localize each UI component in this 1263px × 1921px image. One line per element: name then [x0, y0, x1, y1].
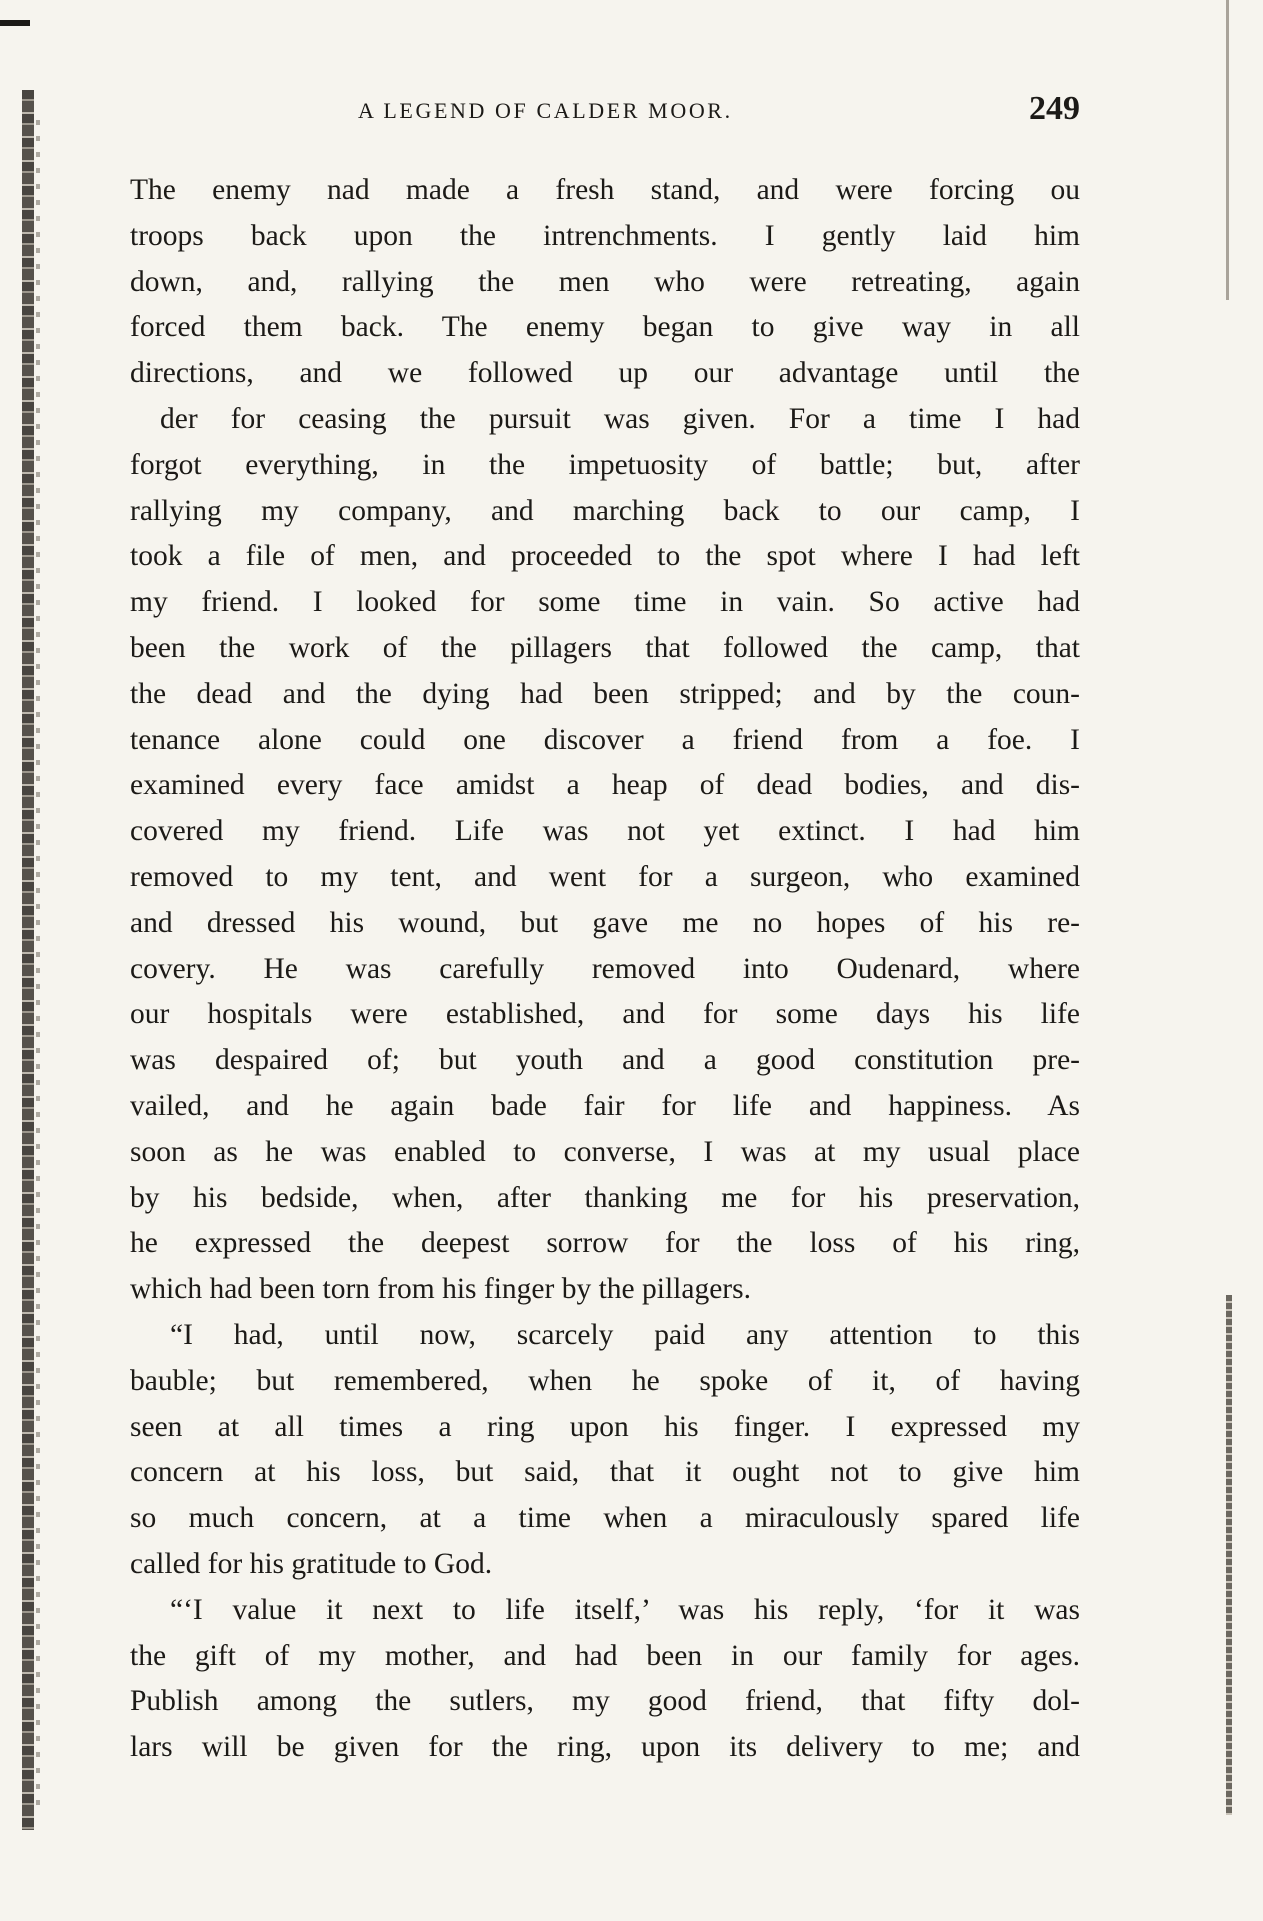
text-line: concern at his loss, but said, that it ought not to give him	[130, 1456, 1080, 1489]
text-line: vailed, and he again bade fair for life and happiness. As	[130, 1089, 1080, 1122]
text-line: removed to my tent, and went for a surgeon, who examined	[130, 860, 1080, 893]
text-line: he expressed the deepest sorrow for the loss of his ring,	[130, 1227, 1080, 1260]
text-line: examined every face amidst a heap of dead bodies, and dis-	[130, 769, 1080, 802]
text-line: seen at all times a ring upon his finger. I expressed my	[130, 1410, 1080, 1443]
text-line: lars will be given for the ring, upon its delivery to me; and	[130, 1731, 1080, 1764]
text-line: Publish among the sutlers, my good friend, that fifty dol-	[130, 1685, 1080, 1718]
text-line: my friend. I looked for some time in vain. So active had	[130, 586, 1080, 619]
binding-edge-left	[22, 90, 34, 1830]
text-line: “‘I value it next to life itself,’ was his reply, ‘for it was	[170, 1593, 1080, 1626]
text-line: tenance alone could one discover a friend from a foe. I	[130, 723, 1080, 756]
text-line: forgot everything, in the impetuosity of battle; but, after	[130, 448, 1080, 481]
text-line: covery. He was carefully removed into Oudenard, where	[130, 952, 1080, 985]
text-line: covered my friend. Life was not yet extinct. I had him	[130, 815, 1080, 848]
text-line: rallying my company, and marching back to our camp, I	[130, 494, 1080, 527]
text-line: called for his gratitude to God.	[130, 1547, 493, 1580]
text-line: the dead and the dying had been stripped; and by the coun-	[130, 677, 1080, 710]
page-edge-right-top	[1226, 0, 1229, 300]
text-line: der for ceasing the pursuit was given. For a time I had	[160, 402, 1080, 435]
text-line: down, and, rallying the men who were retreating, again	[130, 265, 1080, 298]
text-line: was despaired of; but youth and a good constitution pre-	[130, 1044, 1080, 1077]
binding-edge-left-faint	[36, 120, 40, 1810]
page-edge-right-bottom	[1226, 1295, 1232, 1815]
text-line: bauble; but remembered, when he spoke of it, of having	[130, 1364, 1080, 1397]
text-line: and dressed his wound, but gave me no hopes of his re-	[130, 906, 1080, 939]
text-line: forced them back. The enemy began to give way in all	[130, 311, 1080, 344]
text-line: soon as he was enabled to converse, I was at my usual place	[130, 1135, 1080, 1168]
text-line: which had been torn from his finger by the pillagers.	[130, 1273, 751, 1306]
text-line: directions, and we followed up our advantage until the	[130, 357, 1080, 390]
text-line: been the work of the pillagers that followed the camp, that	[130, 631, 1080, 664]
page-number: 249	[1029, 90, 1080, 127]
scan-corner-mark	[0, 20, 30, 26]
text-line: so much concern, at a time when a miraculously spared life	[130, 1502, 1080, 1535]
text-line: the gift of my mother, and had been in our family for ages.	[130, 1639, 1080, 1672]
text-line: took a file of men, and proceeded to the spot where I had left	[130, 540, 1080, 573]
body-text	[130, 168, 1080, 1771]
text-line: our hospitals were established, and for some days his life	[130, 998, 1080, 1031]
text-line: “I had, until now, scarcely paid any attention to this	[170, 1318, 1080, 1351]
text-line: by his bedside, when, after thanking me for his preservation,	[130, 1181, 1080, 1214]
running-title: A LEGEND OF CALDER MOOR.	[358, 98, 733, 123]
text-line: The enemy nad made a fresh stand, and were forcing ou	[130, 174, 1080, 206]
text-line: troops back upon the intrenchments. I gently laid him	[130, 219, 1080, 252]
running-header	[130, 90, 1080, 130]
